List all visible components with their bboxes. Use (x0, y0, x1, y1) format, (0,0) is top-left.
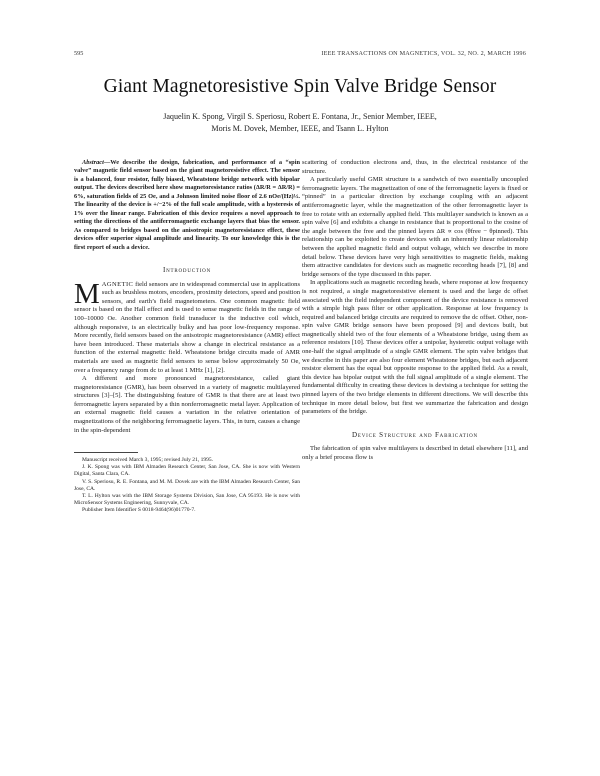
running-head (74, 50, 526, 60)
journal-reference: IEEE TRANSACTIONS ON MAGNETICS, VOL. 32, NO. 2, MARCH 1996 (321, 50, 526, 57)
intro-paragraph-2: A different and more pronounced magnetoresistance, called giant magnetoresistance (GMR), has been observed in a variety of magnetic multilayered structures [3]–[5]. The distinguishing feature of GMR is that there are at least two ferromagnetic layers separated by a thin nonferromagnetic metal layer. Application of an external magnetic field causes a variation in the relative orientation of magnetizations of the neighboring ferromagnetic layers. This, in turn, causes a change in the spin-dependent (74, 375, 300, 434)
right-paragraph-3: The fabrication of spin valve multilayers is described in detail elsewhere [11], and only a brief process flow is (302, 445, 528, 461)
abstract (74, 159, 300, 252)
abstract-label: Abstract— (82, 159, 111, 166)
footnote-author-hylton: T. L. Hylton was with the IBM Storage Systems Division, San Jose, CA 95193. He is now with MicroSensor Systems Engineering, Sunnyvale, CA. (74, 492, 300, 506)
intro-paragraph-1-text: field sensors are in widespread commercial use in applications such as brushless motors, encoders, proximity detectors, speed and position sensors, and earth’s field magnetometers. One common magnetic field sensor is based on the Hall effect and is used to sense magnetic fields in the range of 100–10000 Oe. Another common field transducer is the inductive coil which, although responsive, is an electrically bulky and has poor low-frequency response. More recently, field sensors based on the anisotropic magnetoresistance (AMR) effect have been introduced. These materials show a change in electrical resistance as a function of the external magnetic field. Wheatstone bridge circuits made of AMR materials are used as magnetic field sensors to sense below approximately 50 Oe, over a frequency range from dc to at least 1 MHz [1], [2]. (74, 280, 300, 374)
right-paragraph-1: A particularly useful GMR structure is a sandwich of two essentially uncoupled ferromagnetic layers. The magnetization of one of the ferromagnetic layers is fixed or “pinned” in a particular direction by exchange coupling with an adjacent antiferromagnetic layer, while the magnetization of the other ferromagnetic layer is free to rotate with an externally applied field. This multilayer sandwich is known as a spin valve [6] and exhibits a change in resistance that is proportional to the cosine of the angle between the free and the pinned layers ΔR ∝ cos (θfree − θpinned). This relationship can be exploited to create devices with an inherently linear relationship between the applied magnetic field and output voltage, which we describe in more detail below. These devices have very high sensitivities to magnetic fields, making them attractive candidates for devices such as magnetic recording heads [7], [8] and bridge sensors of the type discussed in this paper. (302, 176, 528, 278)
footnote-authors-ibm: V. S. Speriosu, R. E. Fontana, and M. M. Dovek are with the IBM Almaden Research Center, San Jose, CA. (74, 478, 300, 492)
footnote-rule (74, 452, 138, 453)
right-paragraph-2: In applications such as magnetic recording heads, where response at low frequency is not required, a single magnetoresistive element is used and the large dc offset associated with the field independent component of the device resistance is removed with a simple high pass filter or other application. Response at low frequency is required and balanced bridge circuits are required to remove the dc offset. Other, non-spin valve GMR bridge sensors have been proposed [9] and devices built, but magnetically shield two of the four elements of a Wheatstone bridge, using them as reference resistors [10]. These devices offer a unipolar, hysteretic output voltage with one-half the signal amplitude of a single GMR element. The spin valve bridges that we describe in this paper are also four element Wheatstone bridges, but each adjacent resistor element has the equal but opposite response to the applied field. As a result, this device has bipolar output with the full signal amplitude of a single element. The fundamental difficulty in creating these devices is devising a technique for setting the pinned layers of the two bridge elements in different directions. We will describe this technique in more detail below, but first we summarize the fabrication and design parameters of the bridge. (302, 279, 528, 416)
left-column (74, 159, 300, 514)
section-heading-introduction: Introduction (162, 265, 212, 274)
footnote-publisher-id: Publisher Item Identifier S 0018-9464(96)01770-7. (82, 506, 196, 513)
intro-paragraph-1 (74, 277, 300, 376)
page-number: 595 (74, 50, 84, 57)
paper-title: Giant Magnetoresistive Spin Valve Bridge Sensor (103, 76, 497, 97)
abstract-text: We describe the design, fabrication, and performance of a “spin valve” magnetic field sensor based on the giant magnetoresistive effect. The sensor is a balanced, four resistor, fully biased, Wheatstone bridge network with bipolar output. The devices described here show magnetoresistance ratios (ΔR/R = ΔR/R) = 6%, saturation fields of 25 Oe, and a Johnson limited noise floor of 2.6 nOe/(Hz)½. The linearity of the device is +/−2% of the full scale amplitude, with a hysteresis of 1% over the linear range. Fabrication of this device requires a novel approach to setting the directions of the antiferromagnetic exchange layers that bias the sensor. As compared to bridges based on the anisotropic magnetoresistance effect, these devices offer superior signal amplitude and linearity. To our knowledge this is the first report of such a device. (74, 159, 300, 251)
intro-first-word: AGNETIC (101, 280, 134, 288)
footnote-manuscript: Manuscript received March 3, 1995; revised July 21, 1995. (82, 457, 214, 464)
author-line-2: Moris M. Dovek, Member, IEEE, and Tsann L. Hylton (211, 124, 389, 133)
right-paragraph-0: scattering of conduction electrons and, thus, in the electrical resistance of the structure. (302, 159, 528, 175)
right-column (302, 159, 528, 463)
section-heading-device-structure: Device Structure and Fabrication (352, 430, 478, 439)
author-list (90, 111, 510, 135)
footnotes (74, 457, 300, 514)
drop-cap: M (74, 277, 100, 310)
author-line-1: Jaquelin K. Spong, Virgil S. Speriosu, Robert E. Fontana, Jr., Senior Member, IEEE, (163, 112, 437, 121)
footnote-author-spong: J. K. Spong was with IBM Almaden Research Center, San Jose, CA. She is now with Western Digital, Santa Clara, CA. (74, 464, 300, 478)
